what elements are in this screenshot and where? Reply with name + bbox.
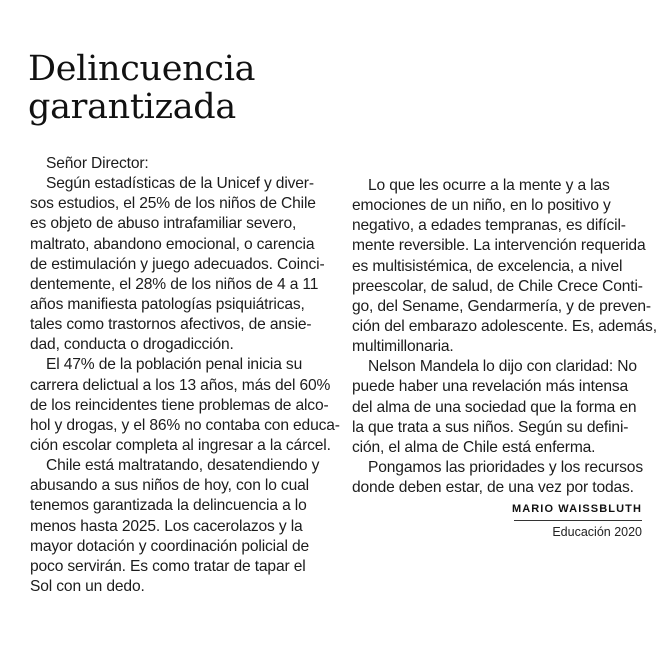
body-line: dentemente, el 28% de los niños de 4 a 11: [30, 275, 319, 293]
body-line: tenemos garantizada la delincuencia a lo: [30, 497, 307, 515]
body-line: Según estadísticas de la Unicef y diver-: [46, 175, 314, 193]
body-line: donde deben estar, de una vez por todas.: [352, 479, 634, 497]
author-affiliation: Educación 2020: [552, 525, 642, 539]
body-line: es objeto de abuso intrafamiliar severo,: [30, 215, 297, 233]
body-line: Pongamos las prioridades y los recursos: [368, 458, 643, 476]
body-line: multimillonaria.: [352, 338, 454, 356]
body-line: dad, conducta o drogadicción.: [30, 336, 234, 354]
salutation: Señor Director:: [46, 155, 149, 172]
body-line: poco servirán. Es como tratar de tapar el: [30, 557, 306, 575]
body-line: la que trata a sus niños. Según su defini-: [352, 418, 629, 436]
body-line: abusando a sus niños de hoy, con lo cual: [30, 477, 309, 495]
body-line: de estimulación y juego adecuados. Coinci-: [30, 255, 325, 273]
body-line: del alma de una sociedad que la forma en: [352, 398, 637, 416]
signature-block: [352, 502, 642, 540]
author-name: MARIO WAISSBLUTH: [511, 503, 642, 515]
body-line: preescolar, de salud, de Chile Crece Conti-: [352, 277, 643, 295]
body-line: go, del Sename, Gendarmería, y de preven-: [352, 297, 651, 315]
body-line: ción, el alma de Chile está enferma.: [352, 438, 596, 456]
body-line: mayor dotación y coordinación policial de: [30, 537, 310, 555]
signature-divider: [514, 520, 642, 521]
body-line: años manifiesta patologías psiquiátricas,: [30, 295, 305, 313]
letter-body-left-column: [30, 154, 340, 597]
body-line: mente reversible. La intervención requerida: [352, 237, 646, 255]
body-line: carrera delictual a los 13 años, más del 60%: [30, 376, 331, 394]
letter-headline: [28, 50, 448, 126]
body-line: menos hasta 2025. Los cacerolazos y la: [30, 517, 303, 535]
body-line: es multisistémica, de excelencia, a nivel: [352, 257, 623, 275]
headline-line: garantizada: [28, 87, 236, 127]
body-line: sos estudios, el 25% de los niños de Chile: [30, 195, 316, 213]
body-line: tales como trastornos afectivos, de ansie-: [30, 316, 312, 334]
body-line: de los reincidentes tiene problemas de alco-: [30, 396, 329, 414]
body-line: hol y drogas, y el 86% no contaba con educa-: [30, 416, 340, 434]
letter-body-right-column: [352, 176, 657, 498]
body-line: ción del embarazo adolescente. Es, además,: [352, 317, 657, 335]
body-line: El 47% de la población penal inicia su: [46, 356, 303, 374]
body-line: Nelson Mandela lo dijo con claridad: No: [368, 358, 637, 376]
body-line: Lo que les ocurre a la mente y a las: [368, 177, 610, 194]
headline-line: Delincuencia: [28, 49, 256, 89]
body-line: negativo, a edades tempranas, es difícil-: [352, 217, 626, 235]
body-line: emociones de un niño, en lo positivo y: [352, 197, 611, 215]
body-line: Chile está maltratando, desatendiendo y: [46, 457, 320, 475]
body-line: Sol con un dedo.: [30, 577, 145, 595]
body-line: maltrato, abandono emocional, o carencia: [30, 235, 315, 253]
body-line: puede haber una revelación más intensa: [352, 378, 629, 396]
body-line: ción escolar completa al ingresar a la cárcel.: [30, 436, 331, 454]
